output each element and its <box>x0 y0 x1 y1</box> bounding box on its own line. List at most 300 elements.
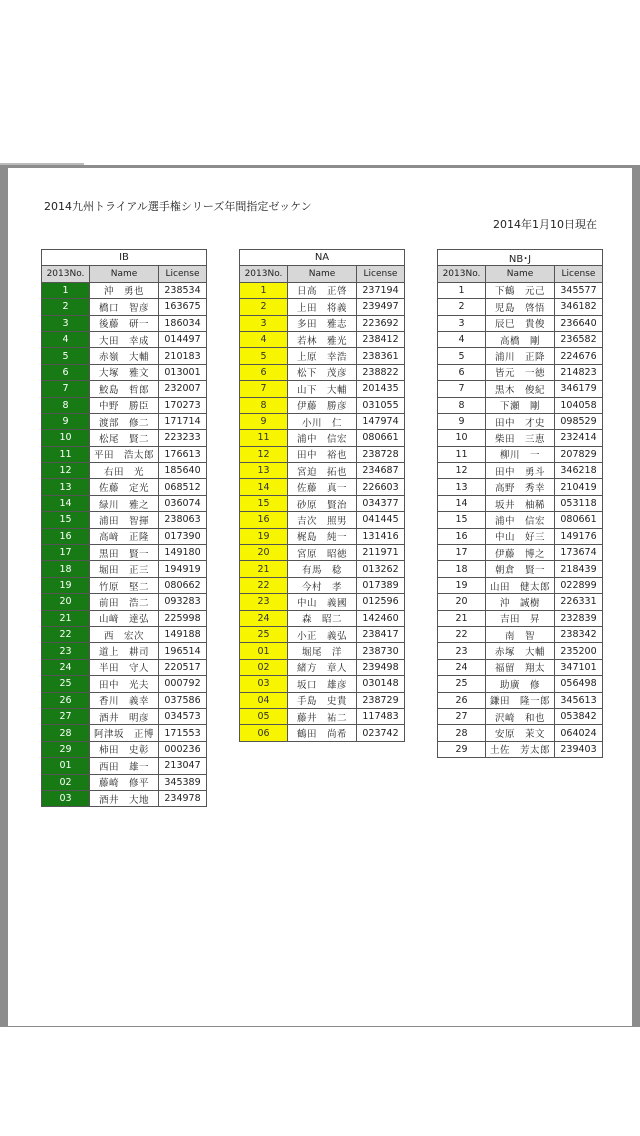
rider-name: 沖 誠樹 <box>486 594 555 610</box>
table-row <box>240 545 405 561</box>
table-row <box>240 315 405 331</box>
rider-name: 緑川 雅之 <box>90 495 159 511</box>
rider-number: 03 <box>42 790 90 806</box>
table-row <box>438 430 603 446</box>
table-row <box>438 331 603 347</box>
table-row <box>42 774 207 790</box>
table-row <box>438 381 603 397</box>
rider-license: 080662 <box>159 577 207 593</box>
rider-license: 012596 <box>357 594 405 610</box>
rider-name: 渡部 修二 <box>90 413 159 429</box>
rider-license: 014497 <box>159 331 207 347</box>
table-row <box>42 463 207 479</box>
rider-license: 238534 <box>159 282 207 298</box>
rider-license: 346179 <box>555 381 603 397</box>
rider-number: 19 <box>240 528 288 544</box>
rider-number: 15 <box>42 512 90 528</box>
rider-name: 高橋 剛 <box>486 331 555 347</box>
rider-number: 16 <box>42 528 90 544</box>
rider-name: 浦田 智揮 <box>90 512 159 528</box>
rider-license: 239498 <box>357 659 405 675</box>
rider-license: 234978 <box>159 790 207 806</box>
rider-name: 鮫島 哲郎 <box>90 381 159 397</box>
rider-name: 佐藤 定光 <box>90 479 159 495</box>
table-row <box>240 299 405 315</box>
table-row <box>42 626 207 642</box>
rider-license: 207829 <box>555 446 603 462</box>
na-table <box>239 249 405 742</box>
rider-license: 226603 <box>357 479 405 495</box>
document-title: 2014九州トライアル選手権シリーズ年間指定ゼッケン <box>44 200 312 213</box>
rider-license: 223233 <box>159 430 207 446</box>
table-row <box>438 659 603 675</box>
table-row <box>42 446 207 462</box>
rider-name: 福留 翔太 <box>486 659 555 675</box>
rider-license: 068512 <box>159 479 207 495</box>
rider-number: 6 <box>42 364 90 380</box>
table-row <box>438 397 603 413</box>
rider-name: 山下 大輔 <box>288 381 357 397</box>
rider-number: 23 <box>42 643 90 659</box>
table-row <box>240 692 405 708</box>
rider-name: 堀尾 洋 <box>288 643 357 659</box>
ib-group-header: IB <box>42 250 207 266</box>
table-row <box>438 348 603 364</box>
rider-number: 1 <box>42 282 90 298</box>
rider-name: 平田 浩太郎 <box>90 446 159 462</box>
rider-number: 25 <box>240 626 288 642</box>
table-row <box>438 315 603 331</box>
rider-name: 中山 義國 <box>288 594 357 610</box>
rider-license: 053842 <box>555 708 603 724</box>
rider-number: 9 <box>438 413 486 429</box>
rider-number: 12 <box>438 463 486 479</box>
rider-license: 238342 <box>555 626 603 642</box>
rider-license: 186034 <box>159 315 207 331</box>
table-row <box>438 545 603 561</box>
rider-name: 柳川 一 <box>486 446 555 462</box>
rider-number: 22 <box>438 626 486 642</box>
table-row <box>42 758 207 774</box>
rider-name: 堀田 正三 <box>90 561 159 577</box>
rider-number: 7 <box>240 381 288 397</box>
rider-name: 柿田 史彰 <box>90 741 159 757</box>
table-row <box>438 512 603 528</box>
rider-number: 4 <box>240 331 288 347</box>
rider-license: 235200 <box>555 643 603 659</box>
rider-number: 23 <box>438 643 486 659</box>
rider-name: 西 宏次 <box>90 626 159 642</box>
rider-license: 017390 <box>159 528 207 544</box>
table-row <box>438 643 603 659</box>
table-row <box>438 299 603 315</box>
rider-number: 18 <box>42 561 90 577</box>
rider-number: 17 <box>438 545 486 561</box>
table-row <box>438 676 603 692</box>
table-row <box>240 348 405 364</box>
table-row <box>42 348 207 364</box>
rider-name: 吉田 昇 <box>486 610 555 626</box>
table-row <box>42 397 207 413</box>
rider-license: 225998 <box>159 610 207 626</box>
table-row <box>438 725 603 741</box>
rider-name: 鎌田 隆一郎 <box>486 692 555 708</box>
rider-license: 037586 <box>159 692 207 708</box>
no-column-header: 2013No. <box>42 266 90 282</box>
rider-license: 218439 <box>555 561 603 577</box>
ib-table <box>41 249 207 807</box>
rider-number: 02 <box>42 774 90 790</box>
rider-license: 173674 <box>555 545 603 561</box>
rider-number: 18 <box>438 561 486 577</box>
rider-license: 220517 <box>159 659 207 675</box>
rider-name: 今村 孝 <box>288 577 357 593</box>
rider-name: 手島 史貴 <box>288 692 357 708</box>
rider-license: 171714 <box>159 413 207 429</box>
rider-number: 29 <box>42 741 90 757</box>
rider-name: 伊藤 博之 <box>486 545 555 561</box>
rider-number: 23 <box>240 594 288 610</box>
rider-number: 2 <box>42 299 90 315</box>
table-row <box>438 708 603 724</box>
rider-name: 田中 裕也 <box>288 446 357 462</box>
rider-license: 056498 <box>555 676 603 692</box>
table-row <box>438 528 603 544</box>
rider-name: 森 昭二 <box>288 610 357 626</box>
rider-name: 辰巳 貴俊 <box>486 315 555 331</box>
rider-number: 16 <box>240 512 288 528</box>
rider-name: 藤井 祐二 <box>288 708 357 724</box>
rider-license: 236640 <box>555 315 603 331</box>
table-row <box>240 643 405 659</box>
rider-name: 松尾 賢二 <box>90 430 159 446</box>
rider-number: 5 <box>438 348 486 364</box>
rider-number: 25 <box>438 676 486 692</box>
rider-license: 064024 <box>555 725 603 741</box>
rider-number: 16 <box>438 528 486 544</box>
rider-license: 013001 <box>159 364 207 380</box>
rider-name: 土佐 芳太郎 <box>486 741 555 757</box>
rider-name: 大田 幸成 <box>90 331 159 347</box>
rider-number: 14 <box>42 495 90 511</box>
rider-number: 11 <box>42 446 90 462</box>
table-row <box>42 561 207 577</box>
rider-number: 19 <box>42 577 90 593</box>
table-row <box>42 299 207 315</box>
rider-number: 04 <box>240 692 288 708</box>
rider-license: 171553 <box>159 725 207 741</box>
rider-number: 6 <box>438 364 486 380</box>
table-row <box>42 659 207 675</box>
table-row <box>240 463 405 479</box>
rider-number: 01 <box>240 643 288 659</box>
rider-name: 伊藤 勝彦 <box>288 397 357 413</box>
rider-number: 8 <box>42 397 90 413</box>
rider-license: 176613 <box>159 446 207 462</box>
table-row <box>42 610 207 626</box>
table-row <box>240 381 405 397</box>
table-row <box>240 446 405 462</box>
rider-name: 児島 啓悟 <box>486 299 555 315</box>
table-row <box>438 282 603 298</box>
rider-name: 南 智 <box>486 626 555 642</box>
rider-name: 柴田 三恵 <box>486 430 555 446</box>
rider-name: 佐藤 真一 <box>288 479 357 495</box>
table-row <box>438 577 603 593</box>
rider-license: 013262 <box>357 561 405 577</box>
table-row <box>42 708 207 724</box>
rider-name: 高﨑 正隆 <box>90 528 159 544</box>
name-column-header: Name <box>486 266 555 282</box>
rider-license: 346218 <box>555 463 603 479</box>
rider-license: 053118 <box>555 495 603 511</box>
table-row <box>42 512 207 528</box>
table-row <box>240 282 405 298</box>
rider-license: 345613 <box>555 692 603 708</box>
table-row <box>438 364 603 380</box>
rider-license: 238412 <box>357 331 405 347</box>
rider-number: 24 <box>42 659 90 675</box>
rider-license: 149176 <box>555 528 603 544</box>
rider-name: 山﨑 達弘 <box>90 610 159 626</box>
rider-license: 117483 <box>357 708 405 724</box>
rider-name: 下鶴 元己 <box>486 282 555 298</box>
rider-license: 232839 <box>555 610 603 626</box>
rider-license: 211971 <box>357 545 405 561</box>
rider-license: 238730 <box>357 643 405 659</box>
rider-number: 1 <box>438 282 486 298</box>
rider-number: 11 <box>438 446 486 462</box>
table-row <box>42 594 207 610</box>
table-row <box>240 577 405 593</box>
rider-name: 梶島 純一 <box>288 528 357 544</box>
rider-license: 023742 <box>357 725 405 741</box>
rider-number: 24 <box>438 659 486 675</box>
rider-name: 酒井 大地 <box>90 790 159 806</box>
table-row <box>42 364 207 380</box>
rider-number: 7 <box>42 381 90 397</box>
license-column-header: License <box>555 266 603 282</box>
rider-license: 034377 <box>357 495 405 511</box>
rider-number: 3 <box>438 315 486 331</box>
no-column-header: 2013No. <box>240 266 288 282</box>
rider-name: 浦中 信宏 <box>486 512 555 528</box>
rider-number: 14 <box>438 495 486 511</box>
rider-number: 24 <box>240 610 288 626</box>
rider-name: 小正 義弘 <box>288 626 357 642</box>
rider-license: 149180 <box>159 545 207 561</box>
rider-name: 右田 光 <box>90 463 159 479</box>
rider-number: 7 <box>438 381 486 397</box>
rider-license: 232414 <box>555 430 603 446</box>
rider-license: 163675 <box>159 299 207 315</box>
rider-license: 149188 <box>159 626 207 642</box>
rider-name: 浦川 正降 <box>486 348 555 364</box>
rider-license: 237194 <box>357 282 405 298</box>
rider-license: 238729 <box>357 692 405 708</box>
table-row <box>42 495 207 511</box>
rider-name: 宮原 昭徳 <box>288 545 357 561</box>
rider-license: 030148 <box>357 676 405 692</box>
rider-number: 05 <box>240 708 288 724</box>
rider-name: 西田 雄一 <box>90 758 159 774</box>
table-row <box>240 413 405 429</box>
table-row <box>240 512 405 528</box>
rider-number: 4 <box>438 331 486 347</box>
rider-license: 142460 <box>357 610 405 626</box>
rider-license: 239403 <box>555 741 603 757</box>
rider-number: 13 <box>438 479 486 495</box>
rider-number: 22 <box>240 577 288 593</box>
table-row <box>240 676 405 692</box>
rider-number: 15 <box>240 495 288 511</box>
rider-license: 201435 <box>357 381 405 397</box>
rider-number: 9 <box>42 413 90 429</box>
rider-name: 中野 勝臣 <box>90 397 159 413</box>
rider-number: 29 <box>438 741 486 757</box>
rider-number: 20 <box>438 594 486 610</box>
rider-name: 皆元 一徳 <box>486 364 555 380</box>
rider-number: 13 <box>42 479 90 495</box>
rider-name: 上原 幸浩 <box>288 348 357 364</box>
rider-number: 06 <box>240 725 288 741</box>
rider-number: 3 <box>42 315 90 331</box>
name-column-header: Name <box>90 266 159 282</box>
table-row <box>240 430 405 446</box>
rider-name: 多田 雅志 <box>288 315 357 331</box>
rider-license: 031055 <box>357 397 405 413</box>
rider-name: 後藤 研一 <box>90 315 159 331</box>
rider-name: 藤崎 修平 <box>90 774 159 790</box>
rider-number: 10 <box>42 430 90 446</box>
rider-license: 238361 <box>357 348 405 364</box>
rider-license: 185640 <box>159 463 207 479</box>
nbj-table <box>437 249 603 758</box>
table-row <box>438 610 603 626</box>
rider-name: 香川 義幸 <box>90 692 159 708</box>
rider-license: 022899 <box>555 577 603 593</box>
rider-name: 下瀬 剛 <box>486 397 555 413</box>
table-row <box>240 364 405 380</box>
table-row <box>240 528 405 544</box>
rider-name: 橋口 智彦 <box>90 299 159 315</box>
rider-number: 9 <box>240 413 288 429</box>
rider-license: 093283 <box>159 594 207 610</box>
rider-license: 226331 <box>555 594 603 610</box>
rider-name: 赤嶺 大輔 <box>90 348 159 364</box>
rider-license: 194919 <box>159 561 207 577</box>
table-row <box>438 594 603 610</box>
table-row <box>438 692 603 708</box>
rider-name: 半田 守人 <box>90 659 159 675</box>
table-row <box>42 430 207 446</box>
rider-name: 有馬 稔 <box>288 561 357 577</box>
rider-number: 20 <box>240 545 288 561</box>
table-row <box>240 725 405 741</box>
rider-name: 中山 好三 <box>486 528 555 544</box>
table-row <box>42 741 207 757</box>
table-row <box>42 282 207 298</box>
rider-license: 346182 <box>555 299 603 315</box>
table-row <box>42 315 207 331</box>
rider-number: 25 <box>42 676 90 692</box>
rider-number: 6 <box>240 364 288 380</box>
rider-name: 松下 茂彦 <box>288 364 357 380</box>
table-row <box>240 610 405 626</box>
rider-license: 238822 <box>357 364 405 380</box>
rider-number: 01 <box>42 758 90 774</box>
rider-license: 238063 <box>159 512 207 528</box>
rider-number: 14 <box>240 479 288 495</box>
rider-name: 大塚 雅文 <box>90 364 159 380</box>
table-row <box>438 446 603 462</box>
rider-number: 27 <box>42 708 90 724</box>
rider-name: 浦中 信宏 <box>288 430 357 446</box>
license-column-header: License <box>159 266 207 282</box>
rider-name: 竹原 堅二 <box>90 577 159 593</box>
rider-license: 238417 <box>357 626 405 642</box>
rider-number: 2 <box>240 299 288 315</box>
rider-license: 196514 <box>159 643 207 659</box>
table-row <box>240 331 405 347</box>
rider-name: 高野 秀幸 <box>486 479 555 495</box>
rider-license: 238728 <box>357 446 405 462</box>
rider-number: 13 <box>240 463 288 479</box>
rider-number: 2 <box>438 299 486 315</box>
rider-license: 170273 <box>159 397 207 413</box>
rider-name: 赤塚 大輔 <box>486 643 555 659</box>
rider-number: 20 <box>42 594 90 610</box>
table-row <box>42 790 207 806</box>
rider-number: 28 <box>438 725 486 741</box>
table-row <box>438 479 603 495</box>
table-row <box>42 643 207 659</box>
rider-name: 日高 正啓 <box>288 282 357 298</box>
rider-name: 若林 雅光 <box>288 331 357 347</box>
na-group-header: NA <box>240 250 405 266</box>
rider-number: 03 <box>240 676 288 692</box>
rider-license: 131416 <box>357 528 405 544</box>
table-row <box>438 741 603 757</box>
rider-license: 041445 <box>357 512 405 528</box>
rider-name: 緒方 章人 <box>288 659 357 675</box>
table-row <box>438 561 603 577</box>
table-row <box>240 708 405 724</box>
rider-license: 234687 <box>357 463 405 479</box>
table-row <box>240 495 405 511</box>
rider-name: 阿津坂 正博 <box>90 725 159 741</box>
table-row <box>438 413 603 429</box>
rider-license: 080661 <box>357 430 405 446</box>
rider-number: 19 <box>438 577 486 593</box>
table-row <box>42 725 207 741</box>
table-row <box>240 397 405 413</box>
rider-license: 345389 <box>159 774 207 790</box>
table-row <box>42 528 207 544</box>
rider-license: 000792 <box>159 676 207 692</box>
rider-name: 上田 将義 <box>288 299 357 315</box>
document-date: 2014年1月10日現在 <box>493 218 597 231</box>
rider-license: 034573 <box>159 708 207 724</box>
table-row <box>42 692 207 708</box>
rider-name: 宮迫 拓也 <box>288 463 357 479</box>
rider-number: 12 <box>42 463 90 479</box>
rider-name: 砂原 賢治 <box>288 495 357 511</box>
rider-name: 坂井 柚稀 <box>486 495 555 511</box>
rider-number: 11 <box>240 430 288 446</box>
table-row <box>438 626 603 642</box>
rider-license: 223692 <box>357 315 405 331</box>
